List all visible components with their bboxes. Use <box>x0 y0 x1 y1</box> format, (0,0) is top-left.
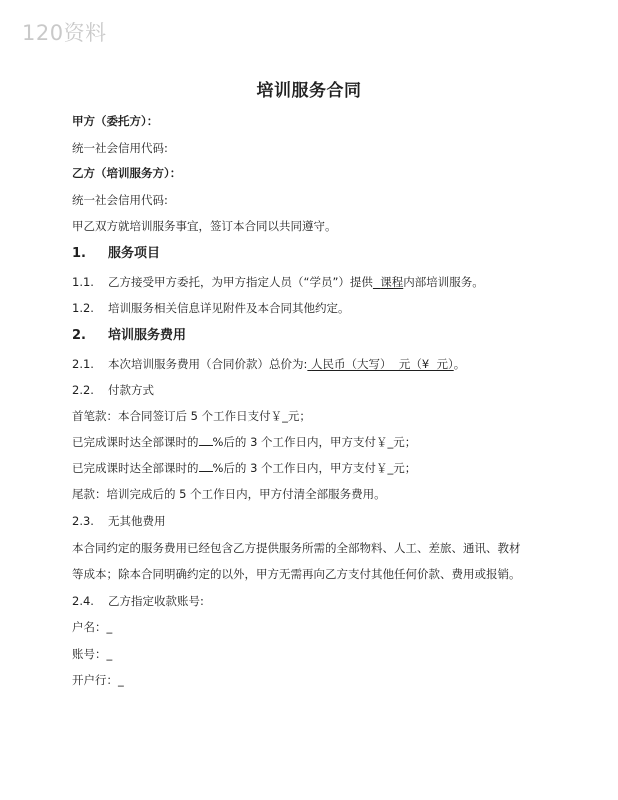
section-2-title: 培训服务费用 <box>108 328 187 343</box>
account-number: 账号：_ <box>72 647 113 661</box>
fee-paragraph-line-1: 本合同约定的服务费用已经包含乙方提供服务所需的全部物料、人工、差旅、通讯、教材 <box>72 541 521 555</box>
clause-2-1-number: 2.1. <box>72 357 94 371</box>
payment-third-text-post: %后的 3 个工作日内，甲方支付￥_元； <box>212 461 417 475</box>
payment-second-text-post: %后的 3 个工作日内，甲方支付￥_元； <box>212 435 417 449</box>
clause-1-1-number: 1.1. <box>72 275 94 289</box>
clause-1-1-text-pre: 乙方接受甲方委托，为甲方指定人员（“学员”）提供 <box>108 275 373 289</box>
party-b-credit-code: 统一社会信用代码: <box>72 193 168 207</box>
section-1-number: 1. <box>72 246 86 261</box>
payment-third <box>72 460 416 476</box>
payment-first: 首笔款：本合同签订后 5 个工作日支付￥_元； <box>72 409 311 423</box>
section-1-heading <box>72 245 160 263</box>
payment-second-text-pre: 已完成课时达全部课时的 <box>72 435 199 449</box>
watermark: 120资料 <box>22 21 107 45</box>
bank-name: 开户行：_ <box>72 673 124 687</box>
clause-2-2-number: 2.2. <box>72 383 94 397</box>
section-2-heading <box>72 327 186 345</box>
party-a-credit-code: 统一社会信用代码: <box>72 141 168 155</box>
clause-2-1-text-pre: 本次培训服务费用（合同价款）总价为: <box>108 357 308 371</box>
clause-2-4-number: 2.4. <box>72 594 94 608</box>
clause-1-1-course-field: 课程 <box>380 275 404 289</box>
section-1-title: 服务项目 <box>108 246 161 261</box>
clause-2-3-number: 2.3. <box>72 514 94 528</box>
fee-paragraph-line-2: 等成本；除本合同明确约定的以外，甲方无需再向乙方支付其他任何价款、费用或报销。 <box>72 567 521 581</box>
clause-1-2-number: 1.2. <box>72 301 94 315</box>
intro-paragraph: 甲乙双方就培训服务事宜，签订本合同以共同遵守。 <box>72 219 337 233</box>
clause-2-3-text: 无其他费用 <box>108 514 166 528</box>
clause-1-1 <box>72 274 484 290</box>
clause-2-3 <box>72 513 166 529</box>
payment-third-text-pre: 已完成课时达全部课时的 <box>72 461 199 475</box>
payment-third-percent-blank <box>199 460 213 472</box>
clause-1-2 <box>72 300 350 316</box>
payment-second-percent-blank <box>199 434 213 446</box>
clause-2-2 <box>72 382 154 398</box>
payment-second <box>72 434 416 450</box>
clause-1-1-text-post: 内部培训服务。 <box>403 275 484 289</box>
clause-2-1-price-field: 人民币（大写） 元（¥ 元） <box>311 357 454 371</box>
clause-2-4-text: 乙方指定收款账号: <box>108 594 204 608</box>
clause-2-4 <box>72 593 204 609</box>
payment-final: 尾款：培训完成后的 5 个工作日内，甲方付清全部服务费用。 <box>72 487 386 501</box>
account-name: 户名：_ <box>72 620 113 634</box>
party-a-label: 甲方（委托方）： <box>72 114 159 128</box>
clause-2-2-text: 付款方式 <box>108 383 154 397</box>
clause-1-2-text: 培训服务相关信息详见附件及本合同其他约定。 <box>108 301 350 315</box>
document-title: 培训服务合同 <box>256 81 362 101</box>
clause-2-1-text-post: 。 <box>453 357 466 371</box>
clause-2-1 <box>72 356 465 372</box>
section-2-number: 2. <box>72 328 86 343</box>
party-b-label: 乙方（培训服务方）： <box>72 166 182 180</box>
